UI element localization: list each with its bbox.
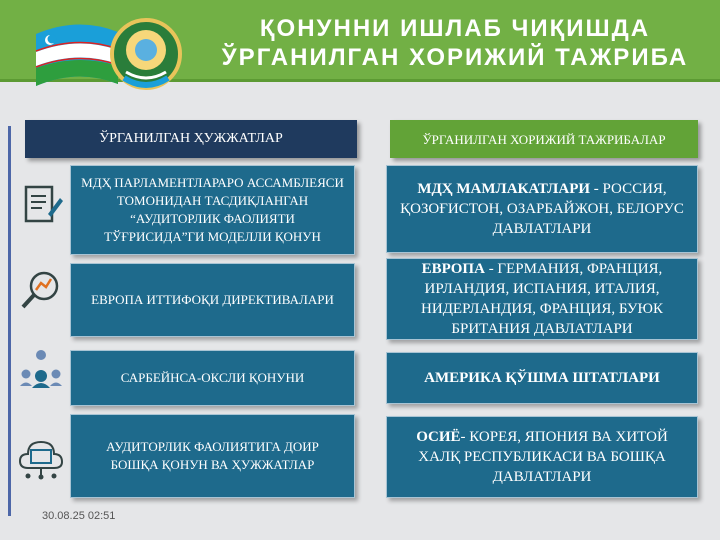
header-banner: [0, 0, 720, 82]
left-item-3: [70, 350, 355, 406]
cloud-monitor-icon: [18, 434, 64, 480]
right-item-2-text: [395, 259, 689, 339]
left-item-3-text: САРБЕЙНСА-ОКСЛИ ҚОНУНИ: [120, 370, 305, 385]
left-divider-line: [8, 126, 11, 516]
right-item-2: [386, 258, 698, 340]
right-item-4-text: [395, 427, 689, 487]
page-title: [200, 14, 710, 72]
left-item-1-text: МДҲ ПАРЛАМЕНТЛАРАРО АССАМБЛЕЯСИ ТОМОНИДАН ТАСДИҚЛАНГАН “АУДИТОРЛИК ФАОЛИЯТИ ТЎҒРИСИДА”ГИ МОДЕЛЛИ ҚОНУН: [81, 175, 344, 244]
left-item-2: [70, 263, 355, 337]
right-item-3: [386, 352, 698, 404]
title-line-1: ҚОНУННИ ИШЛАБ ЧИҚИШДА: [259, 15, 651, 42]
left-item-4: [70, 414, 355, 498]
right-item-1-text: [395, 179, 689, 239]
right-column-header: ЎРГАНИЛГАН ХОРИЖИЙ ТАЖРИБАЛАР: [390, 120, 698, 158]
left-item-2-text: ЕВРОПА ИТТИФОҚИ ДИРЕКТИВАЛАРИ: [91, 292, 334, 307]
right-item-4-bold: ОСИЁ: [416, 429, 461, 445]
analytics-search-icon: [18, 268, 64, 314]
title-line-2: ЎРГАНИЛГАН ХОРИЖИЙ ТАЖРИБА: [221, 44, 689, 71]
left-item-1: [70, 165, 355, 255]
timestamp: 30.08.25 02:51: [42, 510, 116, 522]
left-item-4-text: АУДИТОРЛИК ФАОЛИЯТИГА ДОИР БОШҚА ҚОНУН ВА ҲУЖЖАТЛАР: [106, 439, 319, 472]
document-icon: [18, 182, 64, 228]
right-item-4: [386, 416, 698, 498]
right-item-3-text: [424, 368, 660, 388]
right-item-1: [386, 165, 698, 253]
right-item-1-rest: - РОССИЯ, ҚОЗОҒИСТОН, ОЗАРБАЙЖОН, БЕЛОРУС ДАВЛАТЛАРИ: [400, 181, 684, 237]
right-item-1-bold: МДҲ МАМЛАКАТЛАРИ: [417, 181, 591, 197]
right-item-2-rest: - ГЕРМАНИЯ, ФРАНЦИЯ, ИРЛАНДИЯ, ИСПАНИЯ, ИТАЛИЯ, НИДЕРЛАНДИЯ, ФРАНЦИЯ, БУЮК БРИТАНИЯ ДАВЛАТЛАРИ: [421, 261, 663, 337]
right-item-4-rest: - КОРЕЯ, ЯПОНИЯ ВА ХИТОЙ ХАЛҚ РЕСПУБЛИКАСИ ВА БОШҚА ДАВЛАТЛАРИ: [418, 429, 668, 485]
uzbekistan-flag-emblem-icon: [28, 6, 198, 102]
right-item-3-bold: АМЕРИКА ҚЎШМА ШТАТЛАРИ: [424, 370, 660, 386]
left-column-header: ЎРГАНИЛГАН ҲУЖЖАТЛАР: [25, 120, 357, 158]
right-item-2-bold: ЕВРОПА: [421, 261, 485, 277]
people-network-icon: [18, 346, 64, 392]
